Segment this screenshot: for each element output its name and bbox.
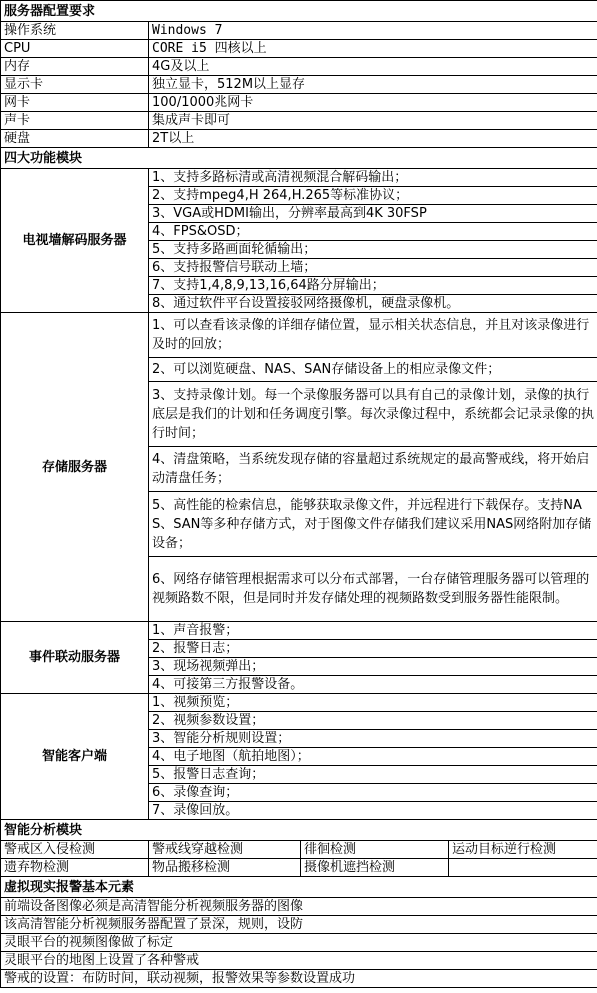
config-row-gpu [1,76,597,94]
module-item [1,169,597,187]
config-label: 网卡 [1,94,149,112]
module-label-event: 事件联动服务器 [1,622,149,694]
config-row-sound [1,112,597,130]
analysis-row [1,841,597,859]
analysis-cell: 运动目标逆行检测 [449,841,597,859]
module-item-text: 2、可以浏览硬盘、NAS、SAN存储设备上的相应录像文件； [149,358,597,382]
module-item-text: 2、视频参数设置； [149,712,597,730]
module-item [1,313,597,358]
module-item-text: 6、录像查询； [149,784,597,802]
module-item-text: 4、FPS&OSD； [149,223,597,241]
config-value: 2T以上 [149,130,597,148]
config-value: 集成声卡即可 [149,112,597,130]
section-server-config [1,1,597,22]
analysis-row [1,859,597,877]
module-label-tvwall: 电视墙解码服务器 [1,169,149,313]
analysis-cell: 徘徊检测 [301,841,449,859]
section-title: 四大功能模块 [1,148,597,169]
config-row-os [1,22,597,40]
module-item-text: 3、支持录像计划。每一个录像服务器可以具有自己的录像计划，录像的执行底层是我们的计划和任务调度引擎。每次录像过程中，系统都会记录录像的执行时间； [149,382,597,447]
analysis-cell: 摄像机遮挡检测 [301,859,449,877]
module-item-text: 5、高性能的检索信息，能够获取录像文件，并远程进行下载保存。支持NAS、SAN等多种存储方式，对于图像文件存储我们建议采用NAS网络附加存储设备； [149,492,597,557]
module-item [1,622,597,640]
config-label: 内存 [1,58,149,76]
analysis-cell: 警戒区入侵检测 [1,841,149,859]
vr-line-text: 该高清智能分析视频服务器配置了景深，规则，设防 [1,916,597,934]
vr-line [1,898,597,916]
section-title: 智能分析模块 [1,820,597,841]
section-title: 虚拟现实报警基本元素 [1,877,597,898]
analysis-cell: 遗弃物检测 [1,859,149,877]
config-label: CPU [1,40,149,58]
module-label-storage: 存储服务器 [1,313,149,622]
config-row-cpu [1,40,597,58]
vr-line [1,952,597,970]
vr-line [1,916,597,934]
config-label: 硬盘 [1,130,149,148]
module-item-text: 5、报警日志查询； [149,766,597,784]
module-item-text: 7、录像回放。 [149,802,597,820]
analysis-cell-empty [449,859,597,877]
module-item-text: 1、声音报警； [149,622,597,640]
module-item-text: 4、清盘策略，当系统发现存储的容量超过系统规定的最高警戒线，将开始启动清盘任务； [149,447,597,492]
module-item-text: 3、智能分析规则设置； [149,730,597,748]
section-modules [1,148,597,169]
vr-line-text: 灵眼平台的地图上设置了各种警戒 [1,952,597,970]
analysis-cell: 警戒线穿越检测 [149,841,301,859]
module-item-text: 5、支持多路画面轮循输出； [149,241,597,259]
config-row-memory [1,58,597,76]
analysis-cell: 物品搬移检测 [149,859,301,877]
module-item-text: 6、支持报警信号联动上墙； [149,259,597,277]
config-label: 显示卡 [1,76,149,94]
module-item-text: 1、视频预览； [149,694,597,712]
module-item-text: 6、网络存储管理根据需求可以分布式部署，一台存储管理服务器可以管理的视频路数不限，但是同时并发存储处理的视频路数受到服务器性能限制。 [149,557,597,622]
module-item [1,694,597,712]
config-row-disk [1,130,597,148]
vr-line-text: 警戒的设置：布防时间，联动视频，报警效果等参数设置成功 [1,970,597,988]
module-label-client: 智能客户端 [1,694,149,820]
config-value: CORE i5 四核以上 [149,40,597,58]
module-item-text: 2、报警日志； [149,640,597,658]
module-item-text: 3、VGA或HDMI输出，分辨率最高到4K 30FSP [149,205,597,223]
config-row-nic [1,94,597,112]
config-value: Windows 7 [149,22,597,40]
vr-line-text: 前端设备图像必须是高清智能分析视频服务器的图像 [1,898,597,916]
section-vr-alarm [1,877,597,898]
config-value: 独立显卡，512M以上显存 [149,76,597,94]
module-item-text: 1、支持多路标清或高清视频混合解码输出； [149,169,597,187]
vr-line [1,934,597,952]
module-item-text: 1、可以查看该录像的详细存储位置，显示相关状态信息，并且对该录像进行及时的回放； [149,313,597,358]
config-label: 声卡 [1,112,149,130]
config-label: 操作系统 [1,22,149,40]
module-item-text: 4、可接第三方报警设备。 [149,676,597,694]
module-item-text: 4、电子地图（航拍地图）； [149,748,597,766]
vr-line [1,970,597,988]
module-item-text: 8、通过软件平台设置接驳网络摄像机，硬盘录像机。 [149,295,597,313]
module-item-text: 7、支持1,4,8,9,13,16,64路分屏输出； [149,277,597,295]
config-value: 4G及以上 [149,58,597,76]
module-item-text: 2、支持mpeg4,H 264,H.265等标准协议； [149,187,597,205]
config-value: 100/1000兆网卡 [149,94,597,112]
section-title: 服务器配置要求 [1,1,597,22]
module-item-text: 3、现场视频弹出； [149,658,597,676]
vr-line-text: 灵眼平台的视频图像做了标定 [1,934,597,952]
section-analysis [1,820,597,841]
